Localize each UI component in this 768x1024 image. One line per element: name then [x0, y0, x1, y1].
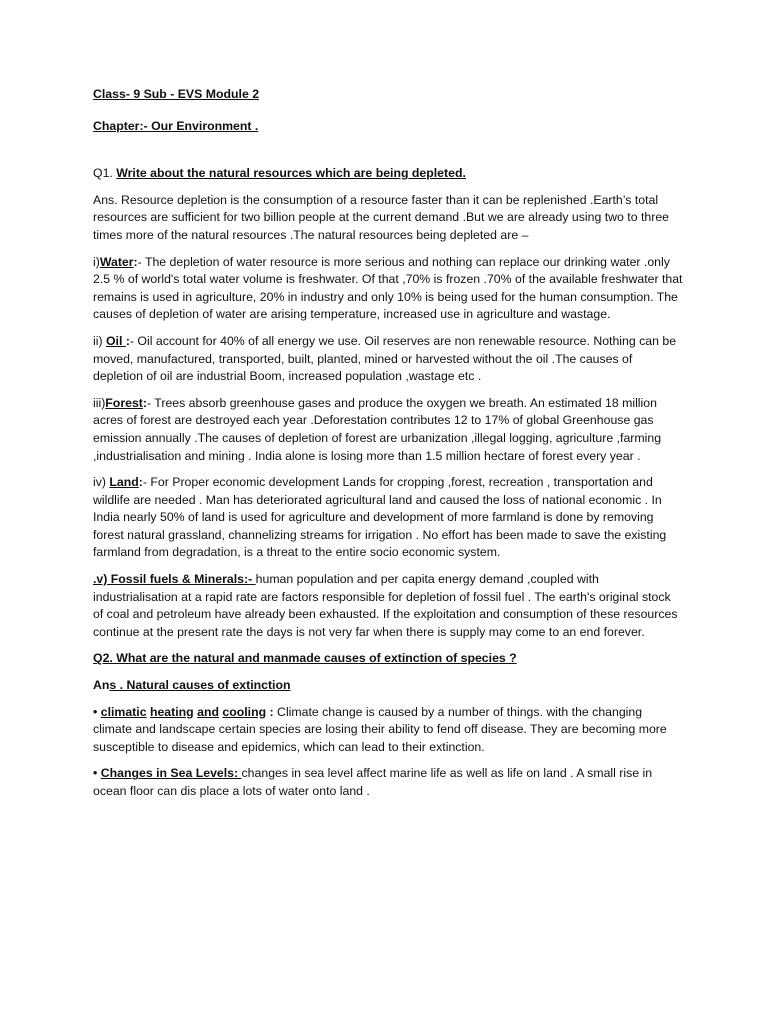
q1-item-water: i)Water:- The depletion of water resource is more serious and nothing can replace our drinking water .only 2.5 % of world's total water volume is freshwater. Of that ,70% is frozen .70% of the available freshwater that remains is used in agriculture, 20% in industry and only 10% is being used for the human consumption. The causes of depletion of water are arising temperature, increased use in agriculture and wastage. [93, 254, 683, 322]
q1-item-forest: iii)Forest:- Trees absorb greenhouse gases and produce the oxygen we breath. An estimated 18 million acres of forest are destroyed each year .Deforestation contributes 12 to 17% of global Greenhouse gas emission annually .The causes of depletion of forest are urbanization ,illegal logging, agriculture ,farming ,industrialisation and mining . India alone is losing more than 1.5 million hectare of forest every year . [93, 395, 662, 463]
q1-question: Q1. Write about the natural resources which are being depleted. [93, 166, 466, 181]
chapter-title: Chapter:- Our Environment . [93, 118, 259, 133]
document-page [93, 86, 683, 810]
q1-item-fossil-fuels: .v) Fossil fuels & Minerals:- human population and per capita energy demand ,coupled with industrialisation at a rapid rate are factors responsible for depletion of fossil fuel . The earth's original stock of coal and petroleum have already been exhausted. If the exploitation and consumption of these resources continue at the present rate the days is not very far when there is supply may come to an end forever. [93, 572, 678, 639]
q2-answer-heading: Ans . Natural causes of extinction [93, 678, 291, 693]
q2-question: Q2. What are the natural and manmade causes of extinction of species ? [93, 651, 517, 666]
q1-item-oil: ii) Oil :- Oil account for 40% of all energy we use. Oil reserves are non renewable resource. Nothing can be moved, manufactured, transported, built, planted, mined or harvested without the oil .The causes of depletion of oil are industrial Boom, increased population ,wastage etc . [93, 333, 677, 384]
q2-climatic-item: • climatic heating and cooling : Climate change is caused by a number of things. with the changing climate and landscape certain species are losing their ability to fend off disease. They are becoming more susceptible to disease and epidemics, which can lead to their extinction. [93, 704, 667, 754]
q1-answer-intro: Ans. Resource depletion is the consumption of a resource faster than it can be replenished .Earth’s total resources are sufficient for two billion people at the current demand .But we are already using two to three times more of the natural resources .The natural resources being depleted are – [93, 192, 669, 242]
class-subject-line: Class- 9 Sub - EVS Module 2 [93, 87, 260, 101]
q1-item-land: iv) Land:- For Proper economic development Lands for cropping ,forest, recreation , transportation and wildlife are needed . Man has deteriorated agricultural land and caused the loss of national economic . In India nearly 50% of land is used for agriculture and development of more farmland is done by removing forest natural grassland, channelizing streams for irrigation . No effort has been made to save the existing farmland from degradation, is a threat to the entire socio economic system. [93, 475, 667, 560]
q2-sea-levels-item: • Changes in Sea Levels: changes in sea level affect marine life as well as life on land . A small rise in ocean floor can dis place a lots of water onto land . [93, 766, 653, 798]
